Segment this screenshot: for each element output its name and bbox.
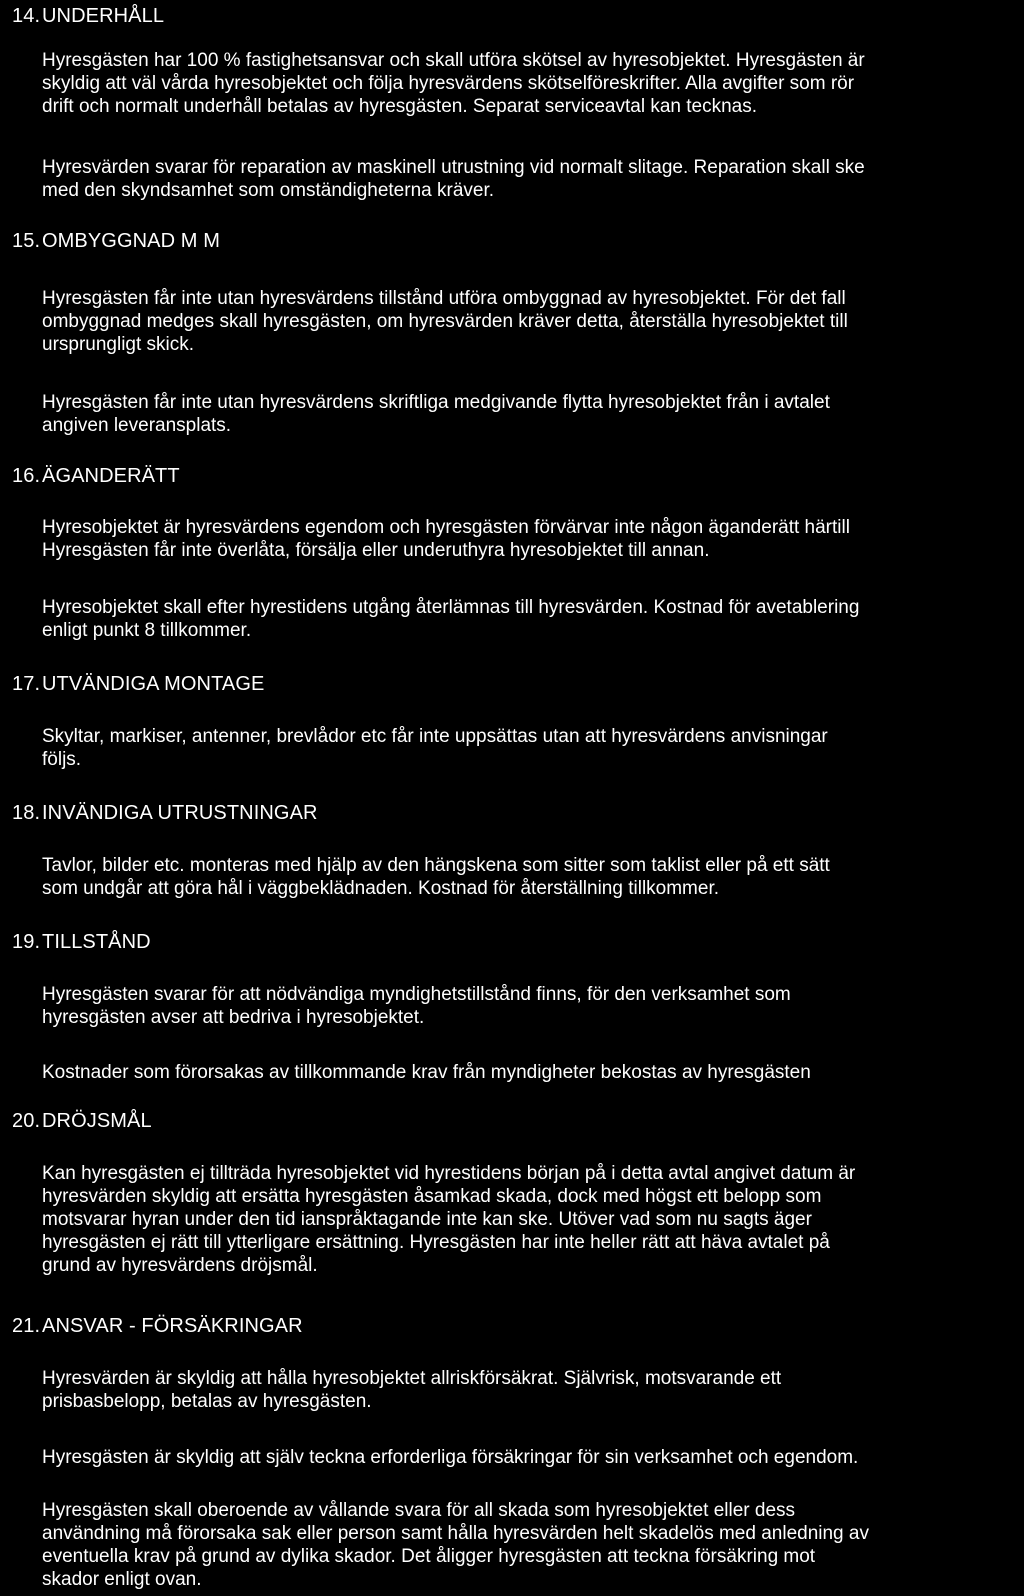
section-15-paragraph-1: Hyresgästen får inte utan hyresvärdens tillstånd utföra ombyggnad av hyresobjektet. För det fall ombyggnad medges skall hyresgästen, om hyresvärden kräver detta, återställa hyresobjektet till ursprungligt skick. (42, 288, 848, 355)
section-heading-16 (12, 465, 180, 487)
section-heading-19 (12, 931, 151, 953)
section-14-paragraph-1: Hyresgästen har 100 % fastighetsansvar och skall utföra skötsel av hyresobjektet. Hyresgästen är skyldig att väl vårda hyresobjektet och följa hyresvärdens skötselföreskrifter. Alla avgifter som rör drift och normalt underhåll betalas av hyresgästen. Separat serviceavtal kan tecknas. (42, 50, 865, 117)
section-title: ÄGANDERÄTT (42, 465, 180, 487)
section-title: UNDERHÅLL (42, 5, 165, 27)
section-16-paragraph-1: Hyresobjektet är hyresvärdens egendom och hyresgästen förvärvar inte någon äganderätt härtill Hyresgästen får inte överlåta, försälja eller underuthyra hyresobjektet till annan. (42, 517, 850, 561)
section-heading-18 (12, 802, 318, 824)
section-title: DRÖJSMÅL (42, 1110, 152, 1132)
section-title: TILLSTÅND (42, 931, 151, 953)
section-19-paragraph-2: Kostnader som förorsakas av tillkommande krav från myndigheter bekostas av hyresgästen (42, 1062, 811, 1083)
section-heading-14 (12, 5, 164, 27)
section-title: OMBYGGNAD M M (42, 230, 220, 252)
section-14-paragraph-2: Hyresvärden svarar för reparation av maskinell utrustning vid normalt slitage. Reparation skall ske med den skyndsamhet som omständigheterna kräver. (42, 157, 865, 201)
section-heading-21 (12, 1315, 303, 1337)
section-number: 21. (12, 1315, 41, 1337)
section-number: 15. (12, 230, 41, 252)
section-21-paragraph-3: Hyresgästen skall oberoende av vållande svara för all skada som hyresobjektet eller dess användning må förorsaka sak eller person samt hålla hyresvärden helt skadelös med anledning av eventuella krav på grund av dylika skador. Det åligger hyresgästen att teckna försäkring mot skador enligt ovan. (42, 1500, 869, 1590)
section-21-paragraph-1: Hyresvärden är skyldig att hålla hyresobjektet allriskförsäkrat. Självrisk, motsvarande ett prisbasbelopp, betalas av hyresgästen. (42, 1368, 782, 1412)
section-heading-17 (12, 673, 264, 695)
section-number: 20. (12, 1110, 41, 1132)
section-17-paragraph-1: Skyltar, markiser, antenner, brevlådor etc får inte uppsättas utan att hyresvärdens anvisningar följs. (42, 726, 828, 770)
section-heading-20 (12, 1110, 152, 1132)
section-title: ANSVAR - FÖRSÄKRINGAR (42, 1315, 303, 1337)
section-number: 14. (12, 5, 41, 27)
section-heading-15 (12, 230, 220, 252)
section-title: UTVÄNDIGA MONTAGE (42, 673, 265, 695)
section-number: 19. (12, 931, 41, 953)
section-19-paragraph-1: Hyresgästen svarar för att nödvändiga myndighetstillstånd finns, för den verksamhet som hyresgästen avser att bedriva i hyresobjektet. (42, 984, 791, 1028)
section-18-paragraph-1: Tavlor, bilder etc. monteras med hjälp av den hängskena som sitter som taklist eller på ett sätt som undgår att göra hål i väggbeklädnaden. Kostnad för återställning tillkommer. (42, 855, 830, 899)
section-20-paragraph-1: Kan hyresgästen ej tillträda hyresobjektet vid hyrestidens början på i detta avtal angivet datum är hyresvärden skyldig att ersätta hyresgästen åsamkad skada, dock med högst ett belopp som motsvarar hyran under den tid ianspråktagande inte kan ske. Utöver vad som nu sagts äger hyresgästen ej rätt till ytterligare ersättning. Hyresgästen har inte heller rätt att häva avtalet på grund av hyresvärdens dröjsmål. (42, 1163, 856, 1276)
section-number: 16. (12, 465, 41, 487)
section-number: 18. (12, 802, 41, 824)
section-title: INVÄNDIGA UTRUSTNINGAR (42, 802, 318, 824)
section-15-paragraph-2: Hyresgästen får inte utan hyresvärdens skriftliga medgivande flytta hyresobjektet från i avtalet angiven leveransplats. (42, 392, 830, 436)
section-16-paragraph-2: Hyresobjektet skall efter hyrestidens utgång återlämnas till hyresvärden. Kostnad för avetablering enligt punkt 8 tillkommer. (42, 597, 860, 641)
section-number: 17. (12, 673, 41, 695)
section-21-paragraph-2: Hyresgästen är skyldig att själv teckna erforderliga försäkringar för sin verksamhet och egendom. (42, 1447, 859, 1468)
